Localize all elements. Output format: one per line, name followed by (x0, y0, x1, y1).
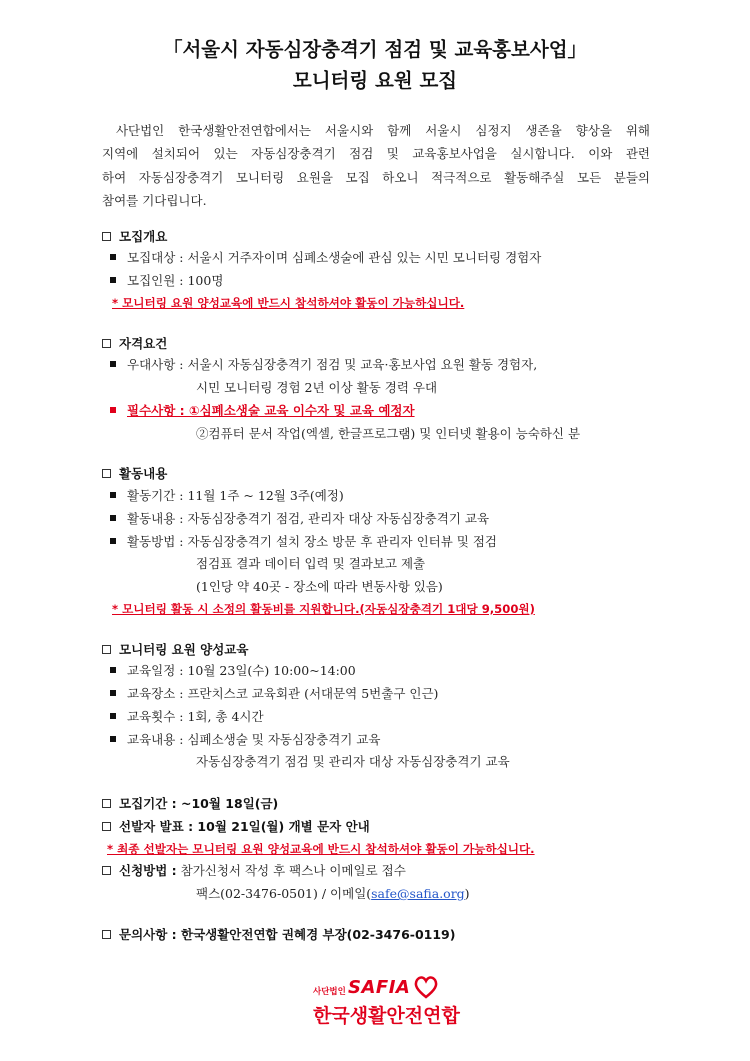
list-item: 교육횟수 : 1회, 총 4시간 (110, 709, 264, 725)
bullet-icon (110, 690, 116, 696)
checkbox-icon (102, 232, 111, 241)
intro-paragraph (102, 119, 650, 212)
bullet-icon (110, 736, 116, 742)
intro-line: 참여를 기다립니다. (102, 192, 207, 208)
list-item: 모집대상 : 서울시 거주자이며 심폐소생술에 관심 있는 시민 모니터링 경험자 (110, 250, 541, 266)
bullet-icon (110, 667, 116, 673)
bullet-icon (110, 515, 116, 521)
list-item: 교육장소 : 프란치스코 교육회관 (서대문역 5번출구 인근) (110, 686, 438, 702)
checkbox-icon (102, 469, 111, 478)
list-item: 교육일정 : 10월 23일(수) 10:00~14:00 (110, 663, 356, 679)
checkbox-icon (102, 822, 111, 831)
intro-line: 하여 자동심장충격기 모니터링 요원을 모집 하오니 적극적으로 활동해주실 모든 분들의 (102, 169, 650, 185)
section-heading-qualification: 자격요건 (102, 336, 167, 352)
bullet-icon (110, 277, 116, 283)
recruit-period: 모집기간 : ~10월 18일(금) (102, 796, 278, 812)
checkbox-icon (102, 866, 111, 875)
list-item: 활동기간 : 11월 1주 ~ 12월 3주(예정) (110, 488, 344, 504)
bullet-icon (110, 713, 116, 719)
list-item-continuation: 자동심장충격기 점검 및 관리자 대상 자동심장충격기 교육 (196, 754, 510, 769)
section-heading-overview: 모집개요 (102, 229, 167, 245)
list-item-continuation: 점검표 결과 데이터 입력 및 결과보고 제출 (196, 556, 426, 571)
logo-small-text: 사단법인 (313, 987, 346, 997)
list-item: 활동방법 : 자동심장충격기 설치 장소 방문 후 관리자 인터뷰 및 점검 (110, 534, 497, 550)
section-heading-activity: 활동내용 (102, 466, 167, 482)
activity-note: * 모니터링 활동 시 소정의 활동비를 지원합니다.(자동심장충격기 1대당 9,500원) (112, 602, 535, 616)
bullet-icon (110, 361, 116, 367)
list-item-continuation: 시민 모니터링 경험 2년 이상 활동 경력 우대 (196, 380, 438, 395)
list-item: 활동내용 : 자동심장충격기 점검, 관리자 대상 자동심장충격기 교육 (110, 511, 489, 527)
checkbox-icon (102, 339, 111, 348)
document-title-line2: 모니터링 요원 모집 (292, 69, 458, 92)
list-item: 우대사항 : 서울시 자동심장충격기 점검 및 교육·홍보사업 요원 활동 경험자, (110, 357, 537, 373)
document-title-line1: 「서울시 자동심장충격기 점검 및 교육홍보사업」 (162, 38, 588, 61)
email-link[interactable]: safe@safia.org (371, 886, 465, 901)
announcement: 선발자 발표 : 10월 21일(월) 개별 문자 안내 (102, 819, 370, 835)
list-item: 교육내용 : 심폐소생술 및 자동심장충격기 교육 (110, 732, 381, 748)
apply-contact: 팩스(02-3476-0501) / 이메일(safe@safia.org) (196, 886, 470, 901)
logo-name-text: 한국생활안전연합 (313, 1005, 460, 1027)
bullet-icon (110, 538, 116, 544)
checkbox-icon (102, 930, 111, 939)
inquiry: 문의사항 : 한국생활안전연합 권혜경 부장(02-3476-0119) (102, 927, 455, 943)
intro-line: 사단법인 한국생활안전연합에서는 서울시와 함께 서울시 심정지 생존율 향상을 위해 (115, 123, 650, 138)
bullet-icon (110, 254, 116, 260)
checkbox-icon (102, 799, 111, 808)
heart-icon (413, 975, 439, 999)
checkbox-icon (102, 645, 111, 654)
overview-note: * 모니터링 요원 양성교육에 반드시 참석하셔야 활동이 가능하십니다. (112, 296, 465, 310)
bullet-icon (110, 492, 116, 498)
section-heading-training: 모니터링 요원 양성교육 (102, 642, 248, 658)
list-item: 모집인원 : 100명 (110, 273, 223, 289)
intro-line: 지역에 설치되어 있는 자동심장충격기 점검 및 교육홍보사업을 실시합니다. 이와 관련 (102, 146, 650, 162)
list-item-required: 필수사항 : ①심폐소생술 교육 이수자 및 교육 예정자 (110, 403, 415, 419)
logo-brand-text: SAFIA (348, 977, 411, 998)
final-selection-note: * 최종 선발자는 모니터링 요원 양성교육에 반드시 참석하셔야 활동이 가능하십니다. (107, 842, 535, 856)
organization-logo (313, 975, 460, 1030)
bullet-icon (110, 407, 116, 413)
apply-method: 신청방법 : 참가신청서 작성 후 팩스나 이메일로 접수 (102, 863, 406, 879)
list-item-continuation: (1인당 약 40곳 - 장소에 따라 변동사항 있음) (196, 579, 443, 594)
list-item-continuation: ②컴퓨터 문서 작업(엑셀, 한글프로그램) 및 인터넷 활용이 능숙하신 분 (196, 426, 581, 441)
